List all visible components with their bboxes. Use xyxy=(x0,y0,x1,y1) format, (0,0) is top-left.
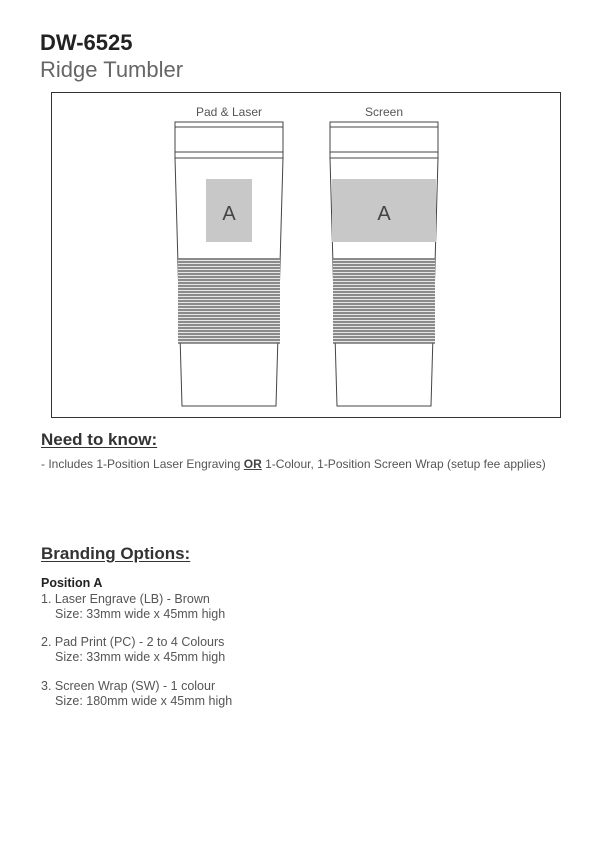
need-to-know-heading: Need to know: xyxy=(41,430,158,449)
illustration-frame xyxy=(51,92,561,418)
option-size: Size: 33mm wide x 45mm high xyxy=(55,650,226,664)
branding-option xyxy=(41,635,225,665)
option-size: Size: 180mm wide x 45mm high xyxy=(55,694,233,708)
option-label: 1. Laser Engrave (LB) - Brown xyxy=(41,592,210,606)
option-size: Size: 33mm wide x 45mm high xyxy=(55,607,226,621)
ridge-band xyxy=(333,258,435,343)
tumbler-illustration xyxy=(52,93,562,419)
tumbler-screen xyxy=(330,105,438,406)
option-label: 3. Screen Wrap (SW) - 1 colour xyxy=(41,679,216,693)
note-emphasis: OR xyxy=(243,457,262,471)
label-screen: Screen xyxy=(364,105,404,119)
product-name: Ridge Tumbler xyxy=(40,57,184,82)
branding-option xyxy=(41,679,232,709)
option-label: 2. Pad Print (PC) - 2 to 4 Colours xyxy=(41,635,225,649)
ridge-band xyxy=(178,258,280,343)
branding-option xyxy=(41,592,225,622)
branding-options-heading: Branding Options: xyxy=(41,544,191,563)
print-area-letter: A xyxy=(377,203,391,225)
tumbler-pad-laser xyxy=(175,105,283,406)
note-part-2: 1-Colour, 1-Position Screen Wrap (setup fee applies) xyxy=(261,457,546,471)
need-to-know-text xyxy=(41,457,546,471)
product-code: DW-6525 xyxy=(40,30,133,55)
print-area-letter: A xyxy=(222,203,236,225)
note-part-1: - Includes 1-Position Laser Engraving xyxy=(41,457,244,471)
position-a-heading: Position A xyxy=(41,576,103,590)
label-pad-laser: Pad & Laser xyxy=(195,105,263,119)
